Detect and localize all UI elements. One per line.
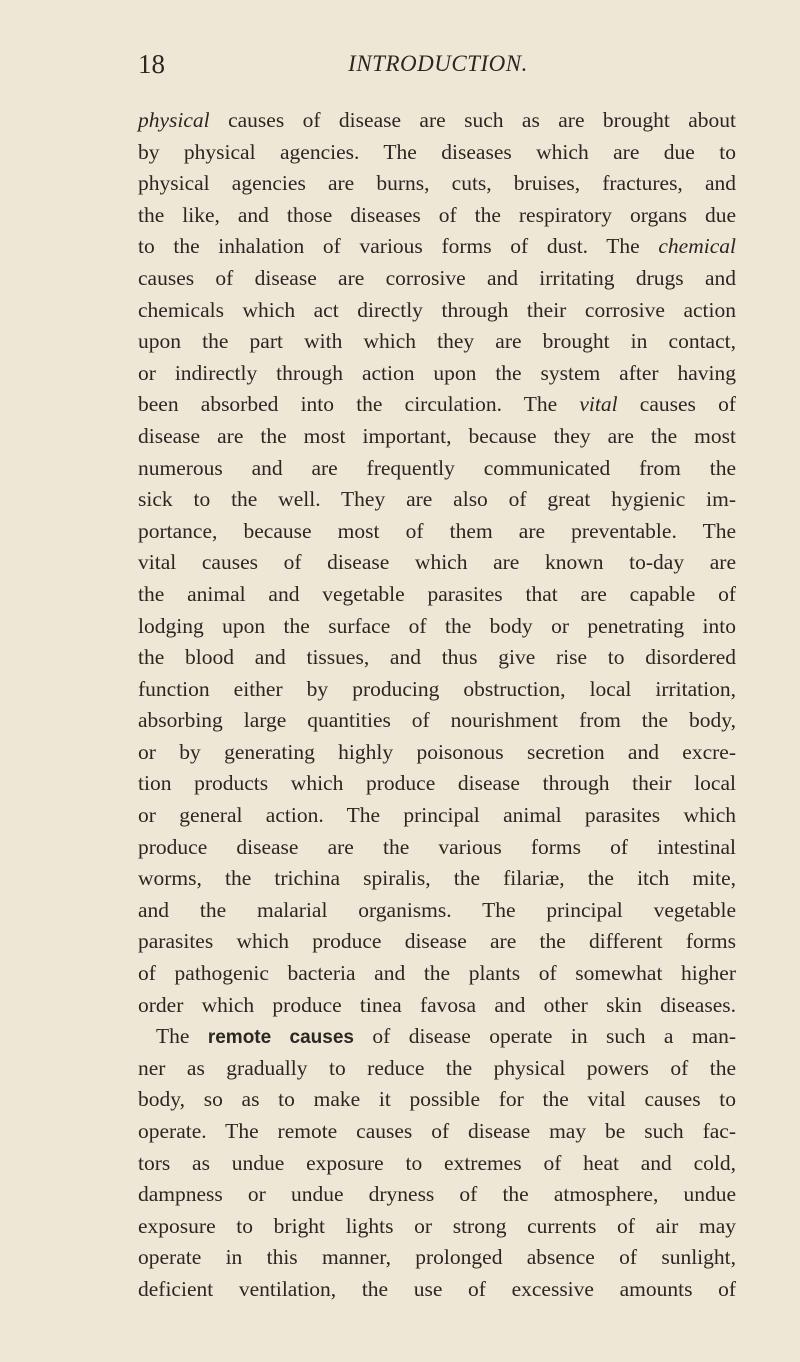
text-line-5: to the inhalation of various forms of dust. The chemical	[138, 234, 736, 259]
text-line-19: function either by producing obstruction, local irritation,	[138, 676, 736, 701]
text-line-12: numerous and are frequently communicated from the	[138, 455, 736, 480]
text-line-2: by physical agencies. The diseases which are due to	[138, 139, 736, 164]
text-line-29: order which produce tinea favosa and other skin diseases.	[138, 992, 736, 1017]
text-line-30: The remote causes of disease operate in such a man-	[156, 1024, 736, 1049]
text-line-28: of pathogenic bacteria and the plants of somewhat higher	[138, 961, 736, 986]
text-line-20: absorbing large quantities of nourishment from the body,	[138, 708, 736, 733]
text-line-3: physical agencies are burns, cuts, bruises, fractures, and	[138, 171, 736, 196]
text-line-26: and the malarial organisms. The principal vegetable	[138, 897, 736, 922]
text-line-17: lodging upon the surface of the body or penetrating into	[138, 613, 736, 638]
text-line-24: produce disease are the various forms of intestinal	[138, 834, 736, 859]
text-line-34: tors as undue exposure to extremes of heat and cold,	[138, 1150, 736, 1175]
text-line-22: tion products which produce disease through their local	[138, 771, 736, 796]
text-line-4: the like, and those diseases of the respiratory organs due	[138, 202, 736, 227]
text-line-9: or indirectly through action upon the system after having	[138, 360, 736, 385]
text-line-7: chemicals which act directly through their corrosive action	[138, 297, 736, 322]
text-line-15: vital causes of disease which are known to-day are	[138, 550, 736, 575]
text-line-36: exposure to bright lights or strong currents of air may	[138, 1213, 736, 1238]
text-line-25: worms, the trichina spiralis, the filariæ, the itch mite,	[138, 866, 736, 891]
text-line-38: deficient ventilation, the use of excessive amounts of	[138, 1276, 736, 1301]
text-line-37: operate in this manner, prolonged absence of sunlight,	[138, 1245, 736, 1270]
text-line-23: or general action. The principal animal parasites which	[138, 803, 736, 828]
text-line-10: been absorbed into the circulation. The vital causes of	[138, 392, 736, 417]
text-line-13: sick to the well. They are also of great hygienic im-	[138, 487, 736, 512]
text-line-6: causes of disease are corrosive and irritating drugs and	[138, 265, 736, 290]
page-header	[138, 48, 738, 80]
text-line-32: body, so as to make it possible for the vital causes to	[138, 1087, 736, 1112]
text-line-27: parasites which produce disease are the different forms	[138, 929, 736, 954]
text-line-14: portance, because most of them are preventable. The	[138, 518, 736, 543]
text-line-16: the animal and vegetable parasites that are capable of	[138, 581, 736, 606]
page-number: 18	[138, 49, 165, 79]
text-line-8: upon the part with which they are brought in contact,	[138, 329, 736, 354]
text-line-35: dampness or undue dryness of the atmosphere, undue	[138, 1182, 736, 1207]
running-title: INTRODUCTION.	[348, 51, 528, 76]
text-line-11: disease are the most important, because they are the most	[138, 423, 736, 448]
text-line-33: operate. The remote causes of disease may be such fac-	[138, 1119, 736, 1143]
text-line-31: ner as gradually to reduce the physical powers of the	[138, 1055, 736, 1080]
text-line-1: physical causes of disease are such as are brought about	[138, 108, 736, 132]
text-line-18: the blood and tissues, and thus give rise to disordered	[138, 645, 736, 670]
body-text	[138, 105, 736, 1306]
text-line-21: or by generating highly poisonous secretion and excre-	[138, 739, 736, 764]
